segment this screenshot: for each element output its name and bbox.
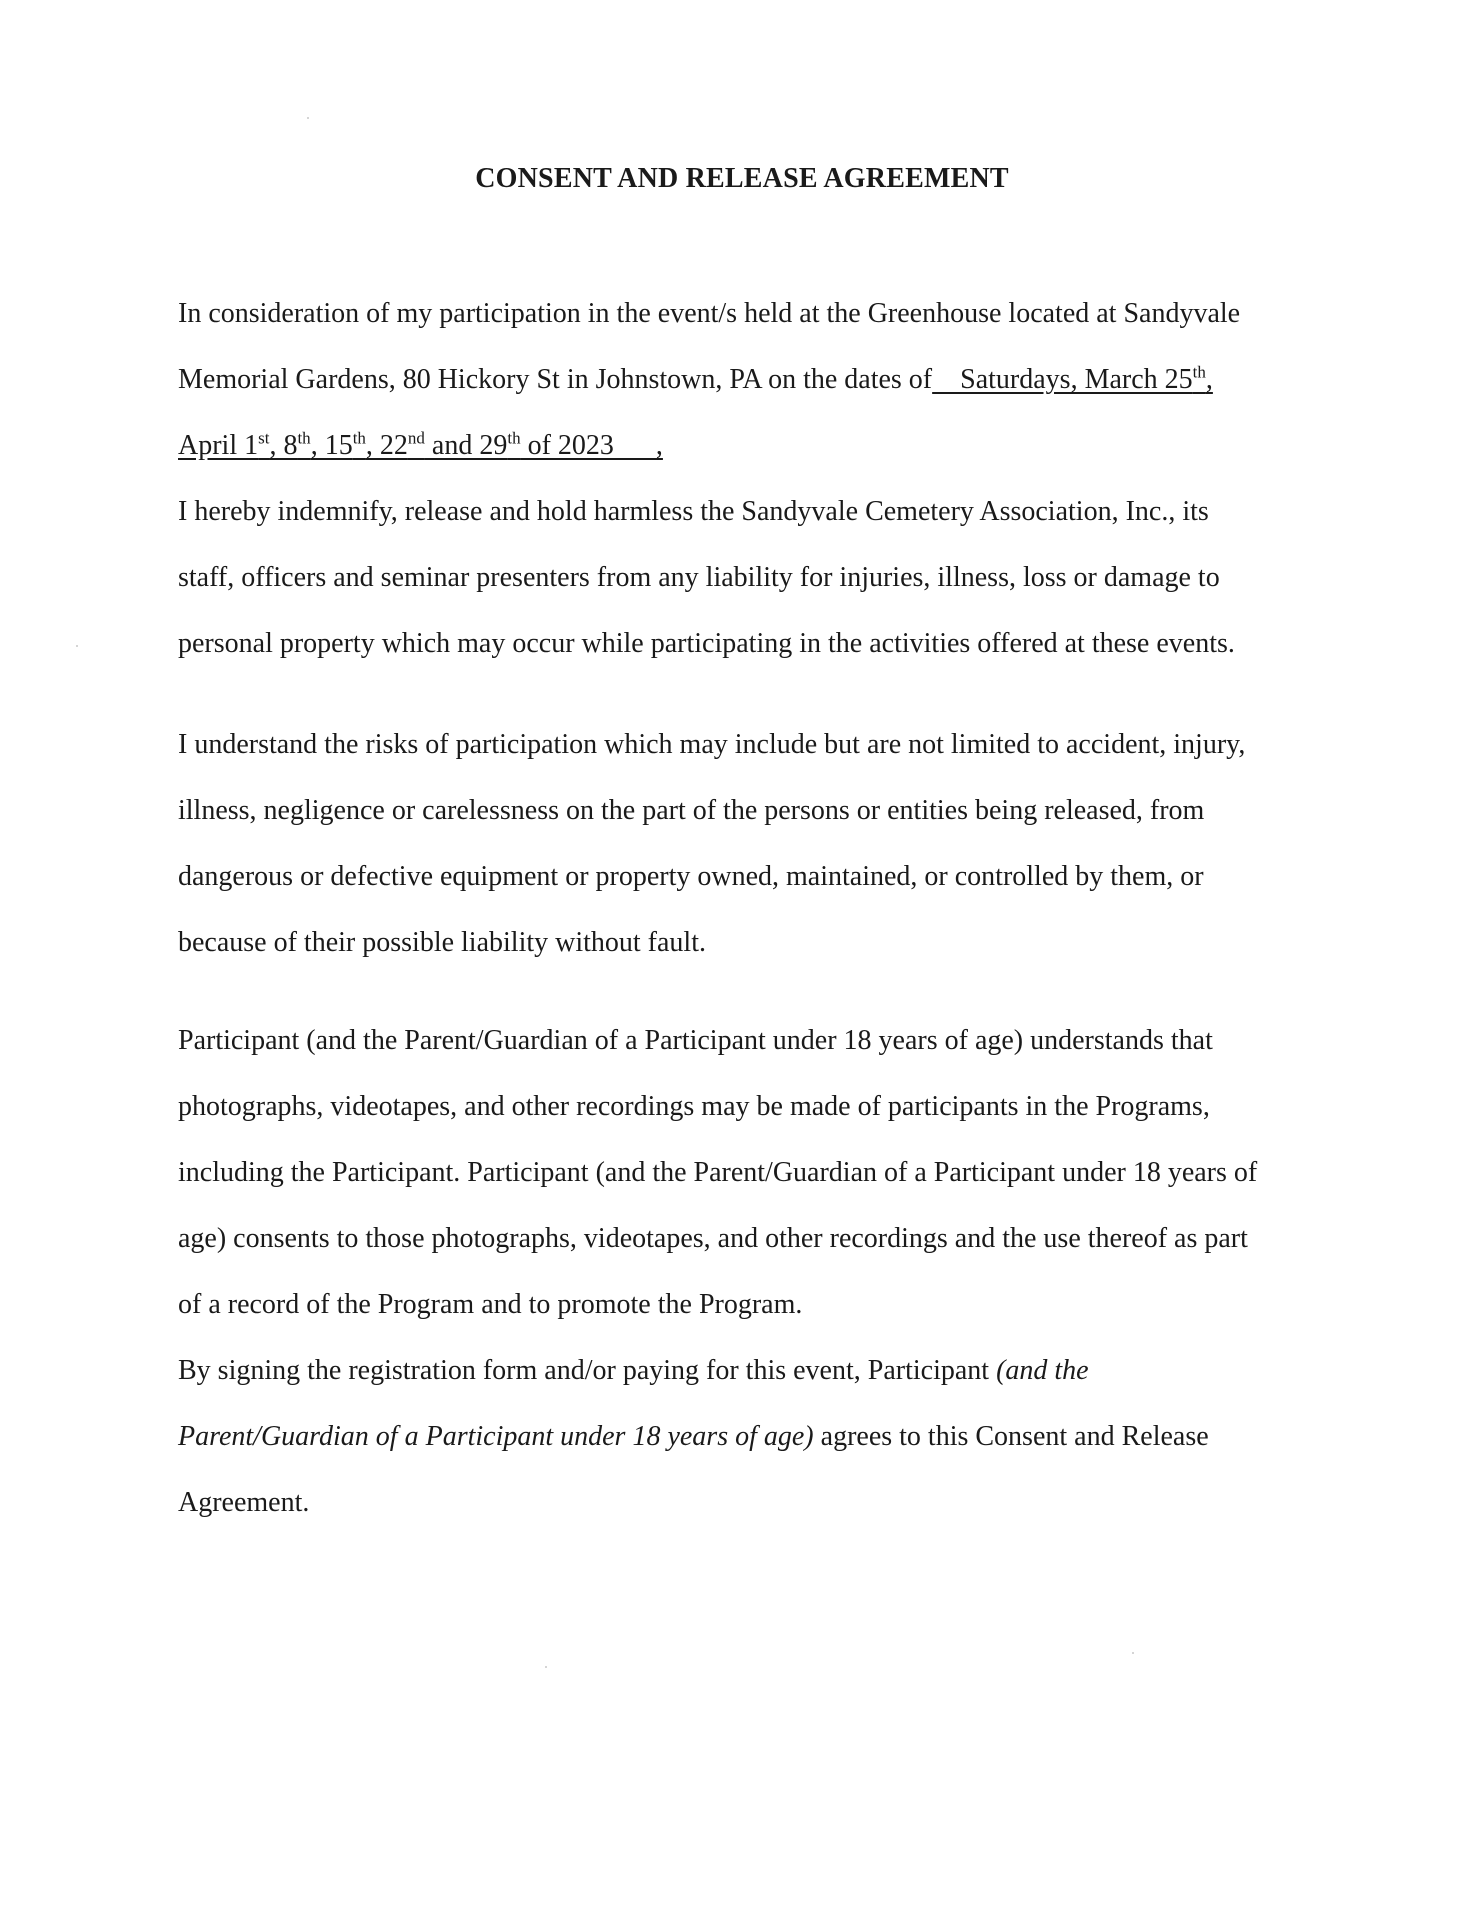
- italic-clause-part-1: (and the: [996, 1355, 1089, 1386]
- paragraph-4-line-1: Participant (and the Parent/Guardian of a Participant under 18 years of age) understands that: [178, 1025, 1213, 1056]
- document-title: CONSENT AND RELEASE AGREEMENT: [475, 163, 1009, 194]
- paragraph-1-line-2: [178, 362, 1213, 395]
- paragraph-1-line-3: [178, 428, 663, 461]
- paragraph-2-line-3: personal property which may occur while participating in the activities offered at these events.: [178, 628, 1235, 659]
- paragraph-3-line-2: illness, negligence or carelessness on the part of the persons or entities being released, from: [178, 795, 1205, 826]
- paragraph-5-line-2: Parent/Guardian of a Participant under 18 years of age) agrees to this Consent and Release: [178, 1421, 1209, 1452]
- paragraph-4-line-3: including the Participant. Participant (and the Parent/Guardian of a Participant under 18 years of: [178, 1157, 1258, 1188]
- paragraph-3-line-3: dangerous or defective equipment or property owned, maintained, or controlled by them, or: [178, 861, 1204, 892]
- dates-intro: Memorial Gardens, 80 Hickory St in Johnstown, PA on the dates of: [178, 364, 933, 395]
- italic-clause-part-2: Parent/Guardian of a Participant under 18 years of age): [178, 1421, 814, 1452]
- dates-field-part-1: Saturdays, March 25th,: [932, 362, 1213, 395]
- scan-speck: [76, 645, 78, 647]
- paragraph-4-line-4: age) consents to those photographs, videotapes, and other recordings and the use thereof as part: [178, 1223, 1248, 1254]
- scan-speck: [307, 117, 309, 119]
- paragraph-4-line-5: of a record of the Program and to promote the Program.: [178, 1289, 803, 1320]
- scan-speck: [1132, 1652, 1134, 1654]
- paragraph-2-line-1: I hereby indemnify, release and hold harmless the Sandyvale Cemetery Association, Inc., its: [178, 496, 1209, 527]
- dates-field-part-2: April 1st, 8th, 15th, 22nd and 29th of 2023 ,: [178, 428, 663, 461]
- paragraph-5-line-1: By signing the registration form and/or paying for this event, Participant (and the: [178, 1355, 1089, 1386]
- paragraph-3-line-4: because of their possible liability without fault.: [178, 927, 706, 958]
- paragraph-1-line-1: In consideration of my participation in the event/s held at the Greenhouse located at Sandyvale: [178, 298, 1241, 329]
- paragraph-2-line-2: staff, officers and seminar presenters from any liability for injuries, illness, loss or damage to: [178, 562, 1220, 593]
- paragraph-5-line-3: Agreement.: [178, 1487, 310, 1518]
- paragraph-4-line-2: photographs, videotapes, and other recordings may be made of participants in the Programs,: [178, 1091, 1210, 1122]
- paragraph-3-line-1: I understand the risks of participation which may include but are not limited to accident, injury,: [178, 729, 1246, 760]
- scan-speck: [545, 1666, 547, 1668]
